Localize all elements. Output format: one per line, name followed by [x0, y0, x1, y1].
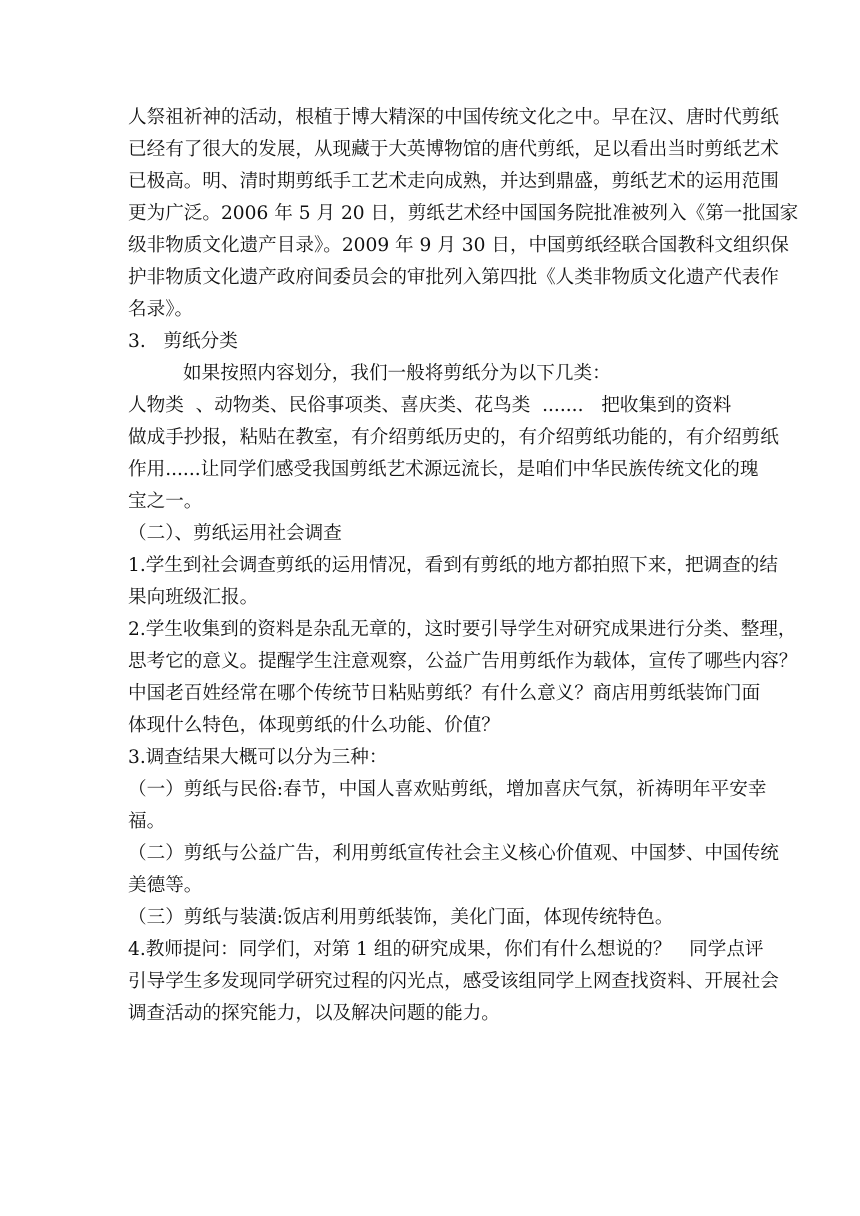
section-heading: （二）、剪纸运用社会调查 — [128, 523, 342, 544]
paragraph-line: 福。 — [128, 811, 166, 832]
paragraph-line: 级非物质文化遗产目录》。2009 年 9 月 30 日，中国剪纸经联合国教科文组织保 — [128, 235, 789, 256]
paragraph-line: （一）剪纸与民俗:春节，中国人喜欢贴剪纸，增加喜庆气氛，祈祷明年平安幸 — [128, 779, 767, 800]
paragraph-line: 思考它的意义。提醒学生注意观察，公益广告用剪纸作为载体，宣传了哪些内容？ — [128, 651, 798, 672]
paragraph-line: （二）剪纸与公益广告，利用剪纸宣传社会主义核心价值观、中国梦、中国传统 — [128, 843, 779, 864]
paragraph-line: 3.调查结果大概可以分为三种： — [128, 747, 388, 768]
paragraph-line: 人祭祖祈神的活动，根植于博大精深的中国传统文化之中。早在汉、唐时代剪纸 — [128, 107, 779, 128]
paragraph-line: 2.学生收集到的资料是杂乱无章的，这时要引导学生对研究成果进行分类、整理， — [128, 619, 797, 640]
paragraph-line: 美德等。 — [128, 875, 203, 896]
paragraph-line: 作用......让同学们感受我国剪纸艺术源远流长，是咱们中华民族传统文化的瑰 — [128, 459, 759, 480]
paragraph-line: 果向班级汇报。 — [128, 587, 259, 608]
paragraph-line: 已经有了很大的发展，从现藏于大英博物馆的唐代剪纸，足以看出当时剪纸艺术 — [128, 139, 779, 160]
paragraph-line: 更为广泛。2006 年 5 月 20 日，剪纸艺术经中国国务院批准被列入《第一批国家 — [128, 203, 799, 224]
paragraph-line: 已极高。明、清时期剪纸手工艺术走向成熟，并达到鼎盛，剪纸艺术的运用范围 — [128, 171, 779, 192]
paragraph-line: 人物类 、动物类、民俗事项类、喜庆类、花鸟类 ....... 把收集到的资料 — [128, 395, 732, 416]
paragraph-line: 做成手抄报，粘贴在教室，有介绍剪纸历史的，有介绍剪纸功能的，有介绍剪纸 — [128, 427, 779, 448]
paragraph-line: 引导学生多发现同学研究过程的闪光点，感受该组同学上网查找资料、开展社会 — [128, 971, 779, 992]
paragraph-line: 体现什么特色，体现剪纸的什么功能、价值？ — [128, 715, 500, 736]
paragraph-line: 名录》。 — [128, 299, 194, 320]
paragraph-line: （三）剪纸与装潢:饭店利用剪纸装饰，美化门面，体现传统特色。 — [128, 907, 674, 928]
paragraph-line: 调查活动的探究能力，以及解决问题的能力。 — [128, 1003, 500, 1024]
section-heading: 3. 剪纸分类 — [128, 331, 238, 352]
paragraph-line: 4.教师提问：同学们，对第 1 组的研究成果，你们有什么想说的？ 同学点评 — [128, 939, 764, 960]
paragraph-line: 护非物质文化遗产政府间委员会的审批列入第四批《人类非物质文化遗产代表作 — [128, 267, 779, 288]
paragraph-line: 宝之一。 — [128, 491, 203, 512]
paragraph-line: 中国老百姓经常在哪个传统节日粘贴剪纸？有什么意义？商店用剪纸装饰门面 — [128, 683, 761, 704]
paragraph-line: 1.学生到社会调查剪纸的运用情况，看到有剪纸的地方都拍照下来，把调查的结 — [128, 555, 778, 576]
paragraph-line: 如果按照内容划分，我们一般将剪纸分为以下几类： — [183, 363, 611, 384]
